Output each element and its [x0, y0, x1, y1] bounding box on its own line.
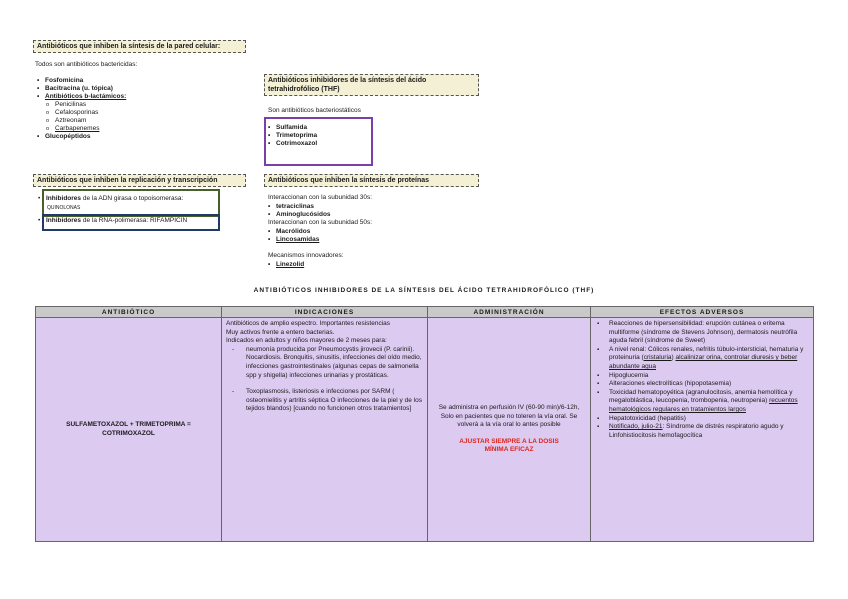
section-header-thf: Antibióticos inhibidores de la síntesis del ácido tetrahidrofólico (THF): [264, 74, 479, 96]
replicacion-box-green: [42, 189, 220, 217]
proteinas-30s-list: [266, 203, 416, 219]
col-header-efectos: EFECTOS ADVERSOS: [591, 307, 814, 318]
proteinas-50s: Interaccionan con la subunidad 50s:: [268, 219, 373, 226]
replicacion-list: [36, 195, 216, 203]
list-item: • Linezolid: [266, 261, 416, 269]
list-item: • Inhibidores de la ADN girasa o topoisomerasa:: [36, 195, 216, 203]
list-item: ▪ Reacciones de hipersensibilidad: erupción cutánea o eritema multiforme (síndrome de Stevens Johnson), dermatosis neutrófila aguda febril (síndrome de Sweet): [595, 320, 809, 346]
proteinas-30s: Interaccionan con la subunidad 30s:: [268, 194, 373, 201]
list-subitem: o Aztreonam: [35, 117, 235, 125]
administracion-text: Se administra en perfusión IV (60-90 min)/6-12h, Solo en pacientes que no toleren la vía oral. Se volverá a la vía oral lo antes posible: [438, 404, 580, 429]
administracion-alert: AJUSTAR SIEMPRE A LA DOSIS MÍNIMA EFICAZ: [459, 437, 559, 454]
list-item: • Bacitracina (u. tópica): [35, 85, 235, 93]
pared-intro: Todos son antibióticos bactericidas:: [35, 61, 138, 68]
list-item: • Glucopéptidos: [35, 133, 235, 141]
quinolonas-label: QUINOLONAS: [47, 205, 81, 211]
list-item: • Cotrimoxazol: [266, 140, 366, 148]
efectos-list: [595, 320, 809, 440]
cell-administracion: [428, 318, 591, 542]
list-item: • Inhibidores de la RNA-polimerasa: RIFAMPICIN: [36, 217, 216, 225]
list-item: • Sulfamida: [266, 124, 366, 132]
pared-list: [35, 77, 235, 141]
cell-antibiotico: SULFAMETOXAZOL + TRIMETOPRIMA = COTRIMOXAZOL: [36, 318, 222, 542]
replicacion-list-2: [36, 217, 216, 225]
indicaciones-list: [226, 346, 423, 414]
table-row: [36, 318, 814, 542]
list-item: - neumonía producida por Pneumocystis jirovecii (P. carinii). Nocardiosis. Bronquitis, sinusitis, infecciones del oído medio, infecciones gastrointestinales (algunas cepas de salmonella spp y shigella) infecciones urinarias y prostáticas.: [226, 346, 423, 380]
col-header-antibiotico: ANTIBIÓTICO: [36, 307, 222, 318]
list-item: ▪ Hipoglucemia: [595, 372, 809, 381]
list-item: ▪ Notificado, julio-21: Síndrome de distrés respiratorio agudo y Linfohistiocitosis hemofagocítica: [595, 423, 809, 440]
list-subitem: o Carbapenemes: [35, 125, 235, 133]
list-item: • Aminoglucósidos: [266, 211, 416, 219]
thf-table: [35, 306, 814, 542]
table-caption: ANTIBIÓTICOS INHIBIDORES DE LA SÍNTESIS DEL ÁCIDO TETRAHIDROFÓLICO (THF): [253, 287, 595, 294]
list-item: ▪ A nivel renal: Cólicos renales, nefritis túbulo-intersticial, hematuria y proteinuria (cristaluria) alcalinizar orina, controlar diuresis y beber abundante agua: [595, 346, 809, 372]
list-item: - Toxoplasmosis, listeriosis e infecciones por SARM ( osteomielitis y artritis séptica O infecciones de la piel y de los tejidos blandos) [cuando no funcionen otros tratamientos]: [226, 388, 423, 414]
list-item: • Fosfomicina: [35, 77, 235, 85]
list-item: • tetraciclinas: [266, 203, 416, 211]
section-header-replicacion: Antibióticos que inhiben la replicación y transcripción: [33, 174, 246, 187]
list-item: • Trimetoprima: [266, 132, 366, 140]
cell-efectos: [591, 318, 814, 542]
table-header-row: [36, 307, 814, 318]
cell-indicaciones: [222, 318, 428, 542]
list-item: • Lincosamidas: [266, 236, 416, 244]
list-item: • Antibióticos b-lactámicos:: [35, 93, 235, 101]
proteinas-innov-list: [266, 261, 416, 269]
thf-intro: Son antibióticos bacteriostáticos: [268, 107, 361, 114]
col-header-administracion: ADMINISTRACIÓN: [428, 307, 591, 318]
proteinas-innov: Mecanismos innovadores:: [268, 252, 344, 259]
list-subitem: o Cefalosporinas: [35, 109, 235, 117]
list-item: ▪ Toxicidad hematopoyética (agranulocitosis, anemia hemolítica y megaloblástica, leucopenia, trombopenia, neutropenia) recuentos hematológicos regulares en tratamientos largos: [595, 389, 809, 415]
list-subitem: o Penicilinas: [35, 101, 235, 109]
section-header-proteinas: Antibióticos que inhiben la síntesis de proteínas: [264, 174, 479, 187]
list-item: • Macrólidos: [266, 228, 416, 236]
list-item: ▪ Hepatotoxicidad (hepatitis): [595, 415, 809, 424]
indicaciones-intro: Antibióticos de amplio espectro. Importantes resistencias Muy activos frente a entero bacterias. Indicados en adultos y niños mayores de 2 meses para:: [226, 320, 391, 345]
col-header-indicaciones: INDICACIONES: [222, 307, 428, 318]
proteinas-50s-list: [266, 228, 416, 244]
section-header-pared: Antibióticos que inhiben la síntesis de la pared celular:: [33, 40, 246, 53]
thf-list: [266, 124, 366, 148]
list-item: ▪ Alteraciones electrolíticas (hipopotasemia): [595, 380, 809, 389]
